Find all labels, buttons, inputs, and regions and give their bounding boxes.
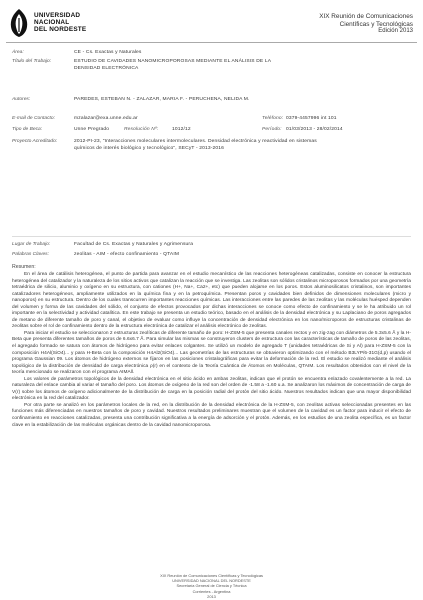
- grant-value: Unne Pregrado: [74, 127, 110, 132]
- meeting-title: [319, 13, 413, 36]
- footer-line-2: UNIVERSIDAD NACIONAL DEL NORDESTE: [172, 578, 251, 584]
- footer-line-4: Corrientes - Argentina: [192, 588, 231, 594]
- area-label: Área:: [12, 50, 24, 55]
- abstract-paragraph-1: En el área de catálisis heterogénea, el punto de partida para avanzar en el estudio mecanístico de las reacciones heterogéneas catalizadas, consiste en conocer la estructura heterogénea del catalizador y la naturaleza de los sitios activos que catalizan la reacción que se investiga. Las zeolitas son sólidos cristalinos microporosos formados por una geometría tetraédrica de silicio, aluminio y oxígeno en su estructura, con cationes (H+, Na+, Ca2+, etc) que pueden alojarse en los poros. Estos aluminosilicatos cristalinos, son importantes catalizadores heterogéneos, ampliamente utilizados en la química fina y en la petroquímica. Presentan poros y cavidades bien definidos de dimensiones moleculares (micro y nanoporos) en su estructura. Dentro de los cuales transcurren importantes reacciones químicas. Las interacciones entre las paredes de las zeolitas y las moléculas huésped dependen del volumen y forma de las cavidades del sólido, el conjunto de efectos provocados por dichas interacciones se conoce como efecto de confinamiento y se le ha atribuido un rol importante en la selectividad y actividad catalítica. En este trabajo se presenta un estudio teórico, basado en el análisis de la densidad electrónica y su Laplaciano de poros agregados de metano de diferente tamaño de poro y canal, el objetivo de evaluar como influye la concentración de densidad electrónica en los nano/microporos de estructuras cristalinas de zeolitas sobre el rol de confinamiento dentro de la estructura electrónica de catalizar el análisis electrónico de zeolitas.: [12, 272, 411, 330]
- resolution-label: Resolución Nº:: [124, 127, 159, 132]
- title-value-line-1: ESTUDIO DE CAVIDADES NANOMICROPOROSAS MEDIANTE EL ANÁLISIS DE LA: [74, 59, 272, 64]
- phone-value: 0379-4457996 int 101: [286, 116, 337, 121]
- abstract-paragraph-3: Los valores de parámetros topológicos de la densidad electrónica en el sitio ácido en ambas zeolitas, indican que el protón se encuentra enlazado covalentemente a la red. La naturaleza del enlace cambia al variar el tamaño del poro. Los átomos de oxígeno de la red son del orden de -1.58 a -1.60 u.a. Se analizaron los máximos de concentración de carga de V(r) sobre los átomos de oxígeno adicionalmente de la distribución de carga en la posición radial del protón del sitio ácido. Nuestros resultados indican que una mayor disponibilidad electrónica en la red del catalizador.: [12, 376, 411, 402]
- email-value[interactable]: mzalazar@exa.unne.edu.ar: [74, 116, 138, 121]
- footer-line-1: XIX Reunión de Comunicaciones Científicas y Tecnológicas: [160, 573, 263, 578]
- period-label: Período:: [262, 127, 282, 132]
- university-line-1: UNIVERSIDAD: [34, 12, 81, 19]
- project-label: Proyecto Acreditado:: [12, 139, 58, 144]
- title-label: Título del Trabajo:: [12, 59, 52, 64]
- university-line-3: DEL NORDESTE: [34, 26, 87, 34]
- authors-label: Autores:: [12, 97, 31, 102]
- area-value: CE - Cs. Exactas y Naturales: [74, 50, 142, 55]
- email-label: E-mail de Contacto:: [12, 116, 55, 121]
- university-logo-icon: [8, 8, 30, 38]
- university-name: [34, 12, 86, 34]
- abstract-heading: Resumen:: [12, 264, 36, 270]
- resolution-value: 1012/12: [172, 127, 191, 132]
- project-value-line-1: 2012-PI-23, "Interacciones moleculares intermoleculares. Densidad electrónica y reactividad en sistemas: [74, 139, 317, 144]
- keywords-value: zeolitas - AIM - efecto confinamiento - QTAIM: [74, 252, 180, 257]
- footer-line-5: 2013: [207, 593, 216, 599]
- meeting-line-2: Científicas y Tecnológicas: [339, 20, 413, 28]
- info-divider: [12, 236, 411, 237]
- authors-value: PAREDES, ESTEBAN N. - ZALAZAR, MARIA F. - PERUCHENA, NELIDA M.: [74, 97, 250, 102]
- keywords-label: Palabras Claves:: [12, 252, 49, 257]
- page-footer: [0, 573, 423, 599]
- workplace-label: Lugar de Trabajo:: [12, 242, 51, 247]
- meeting-edition: Edición 2013: [378, 28, 413, 35]
- grant-label: Tipo de Beca:: [12, 127, 43, 132]
- period-value: 01/03/2013 - 28/02/2014: [286, 127, 343, 132]
- footer-line-3: Secretaría General de Ciencia y Técnica: [176, 583, 247, 589]
- abstract-paragraph-4: Por otra parte se analizó en los parámetros locales de la red, en la distribución de la densidad electrónica de la H-ZSM-5, con zeolitas activas seleccionadas presentes en las funciones más diferenciadas en nuestros tamaños de poro y cavidad. Nuestros resultados preliminares muestran que el volumen de la cavidad es un factor para inducir el efecto de confinamiento en reacciones catalizadas, presenta una contribución significativa a la energía de adsorción y el protón. Además, en los estudios de una zeolita específica, es un factor clave en la estabilización de las moléculas orgánicas dentro de la cavidad nanomicroporosa.: [12, 402, 411, 428]
- project-value-line-2: químicos de interés biológico y tecnológico", SECyT - 2013-2016: [74, 146, 225, 151]
- workplace-value: Facultad de Cs. Exactas y Naturales y Agrimensura: [74, 242, 194, 247]
- meeting-line-1: XIX Reunión de Comunicaciones: [319, 13, 413, 20]
- university-line-2: NACIONAL: [34, 19, 70, 27]
- title-value-line-2: DENSIDAD ELECTRÓNICA: [74, 66, 139, 71]
- phone-label: Teléfono:: [262, 116, 284, 121]
- header-divider: [6, 42, 417, 43]
- abstract-paragraph-2: Para iniciar el estudio se seleccionaron 2 estructuras zeolíticas de diferente tamaño de poro: H-ZSM-5 que presenta canales rectos y en zig-zag con diámetros de 5.3x5.6 Å y la H-Beta que presenta diferentes tamaños de poros de 6.6x6.7 Å. Para simular las mismas se construyeron clusters de estructura con las características de tamaño de poros de las zeolitas, el agregado formado se satura con átomos de hidrógeno para evitar enlaces colgantes. Se utilizó un modelo de agregado T (unidades tetraédricas de Si y Al) para H-ZSM-5 con la composición H4Al(SiO4)... y para H-Beta con la composición H4Al2(SiO4)... Las geometrías de las estructuras se obtuvieron optimizando con el método B3LYP/6-31G(d,p) usando el programa Gaussian 09. Los átomos de hidrógeno externos se fijaron en las posiciones cristalográficas para evitar la deformación de la red. El estudio se realizó mediante el análisis topológico de la distribución de densidad de carga electrónica ρ(r) en el contexto de la Teoría Cuántica de Átomos en Moléculas, QTAIM. Los resultados obtenidos con el nivel de la teoría mencionado se realizaron con el programa AIMAll.: [12, 330, 411, 376]
- abstract-body: [12, 272, 411, 429]
